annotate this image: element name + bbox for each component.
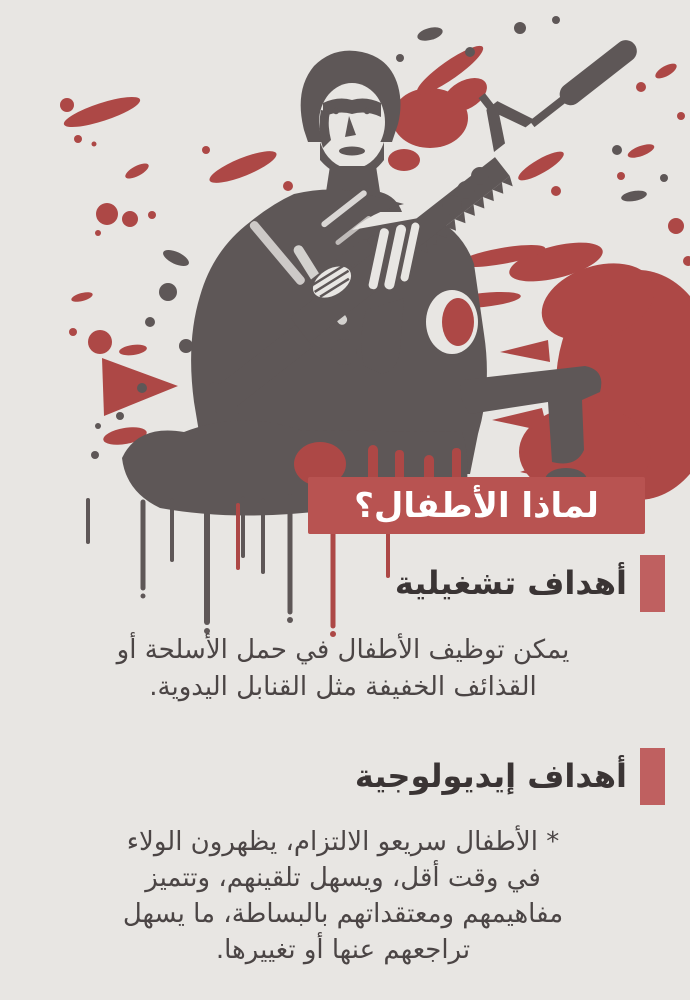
section-accent-bar — [640, 748, 665, 805]
body-line: في وقت أقل، ويسهل تلقينهم، وتتميز — [145, 863, 541, 893]
section-heading-operational: أهداف تشغيلية — [394, 564, 627, 602]
body-line: * الأطفال سريعو الالتزام، يظهرون الولاء — [126, 827, 560, 857]
title-banner — [308, 477, 645, 534]
section-body-ideological — [16, 824, 670, 968]
body-line: مفاهيمهم ومعتقداتهم بالبساطة، ما يسهل — [122, 899, 564, 929]
banner-title: لماذا الأطفال؟ — [354, 485, 599, 526]
section-heading-ideological: أهداف إيديولوجية — [354, 757, 627, 795]
body-line: القذائف الخفيفة مثل القنابل اليدوية. — [149, 672, 537, 702]
section-body-operational — [16, 632, 670, 706]
section-heading-row-ideological — [355, 748, 665, 805]
body-line: يمكن توظيف الأطفال في حمل الأسلحة أو — [116, 635, 570, 665]
section-heading-row-operational — [395, 555, 665, 612]
section-accent-bar — [640, 555, 665, 612]
body-line: تراجعهم عنها أو تغييرها. — [215, 935, 471, 965]
